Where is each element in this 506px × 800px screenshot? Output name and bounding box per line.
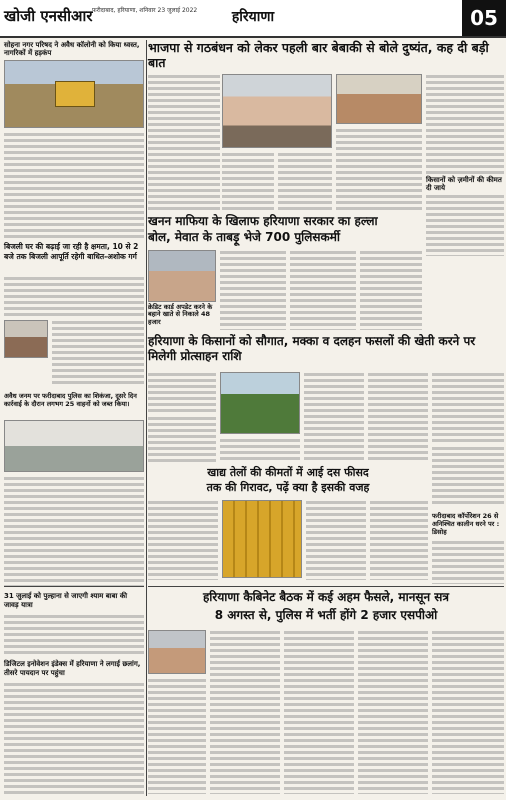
body-farmers-land xyxy=(426,194,504,256)
body-mining-2 xyxy=(290,250,356,330)
headline-cabinet-b: 8 अगस्त से, पुलिस में भर्ती होंगे 2 हजार एसपीओ xyxy=(214,608,438,622)
body-dushyant-1 xyxy=(148,74,220,212)
body-police xyxy=(4,476,144,586)
headline-corporation: फरीदाबाद कॉर्पोरेशन 26 से अनिश्चित कालीन धरने पर : डिसोह xyxy=(432,512,500,536)
dateline: फरीदाबाद, हरियाणा, शनिवार 23 जुलाई 2022 xyxy=(92,7,198,14)
headline-sohna: सोहना नगर परिषद ने अवैध कॉलोनी को किया ध्वस्त, नागरिकों में हड़कंप xyxy=(4,41,140,58)
body-farmers-3 xyxy=(432,372,504,442)
body-electricity-2 xyxy=(52,320,144,384)
body-digital-index xyxy=(4,682,144,794)
body-corporation xyxy=(432,540,504,584)
headline-yatra: 31 जुलाई को पुल्हाना से जाएगी श्याम बाबा की जावड़ यात्रा xyxy=(4,592,128,609)
body-yatra xyxy=(4,614,144,654)
dushyant-photo xyxy=(222,74,332,148)
demolition-photo xyxy=(4,60,144,128)
body-right-col xyxy=(426,74,504,174)
headline-credit-card: क्रेडिट कार्ड अपडेट करने के बहाने खाते से निकाले 48 हजार xyxy=(148,303,213,326)
official-photo xyxy=(4,320,48,358)
group-photo xyxy=(336,74,422,124)
body-farmers-1 xyxy=(304,372,364,462)
newspaper-logo: खोजी एनसीआर xyxy=(4,7,93,25)
headline-dushyant: भाजपा से गठबंधन को लेकर पहली बार बेबाकी से बोले दुष्यंत, कह दी बड़ी बात xyxy=(148,40,489,70)
body-farmers-2 xyxy=(368,372,428,462)
section-divider xyxy=(148,586,504,587)
headline-electricity: बिजली घर की बढ़ाई जा रही है क्षमता, 10 से 2 बजे तक बिजली आपूर्ति रहेगी बाधित-अशोक गर्ग xyxy=(4,242,139,261)
section-title: हरियाणा xyxy=(231,9,275,25)
body-dushyant-4 xyxy=(336,128,422,212)
body-oil-2 xyxy=(306,500,366,580)
body-cabinet-1 xyxy=(148,678,206,794)
page-number: 05 xyxy=(462,0,506,36)
body-electricity xyxy=(4,276,144,316)
body-credit-card xyxy=(148,372,216,412)
body-farmers-caption xyxy=(220,438,300,462)
body-oil-1 xyxy=(148,500,218,580)
masthead xyxy=(0,0,506,38)
oil-bottles-photo xyxy=(222,500,302,578)
body-cabinet-3 xyxy=(284,630,354,794)
headline-farmers-land: किसानों को ज़मीनों की कीमत दी जाये xyxy=(426,176,502,193)
headline-cabinet-a: हरियाणा कैबिनेट बैठक में कई अहम फैसले, मानसून सत्र xyxy=(202,590,450,604)
headline-oil-a: खाद्य तेलों की कीमतों में आई दस फीसद xyxy=(207,466,369,479)
headline-police-vehicles: अवैध जनम पर फरीदाबाद पुलिस का शिकंजा, दूसरे दिन कार्रवाई के दौरान लगभग 25 वाहनों को जब्त किया। xyxy=(4,392,137,408)
body-oil-3 xyxy=(370,500,428,580)
headline-oil-b: तक की गिरावट, पढ़ें क्या है इसकी वजह xyxy=(206,481,370,494)
headline-mining-a: खनन माफिया के खिलाफ हरियाणा सरकार का हल्ला xyxy=(148,214,378,228)
column-rule xyxy=(146,40,147,796)
crop-field-photo xyxy=(220,372,300,434)
body-sohna xyxy=(4,132,144,238)
section-divider xyxy=(4,586,144,587)
bulldozer-shape xyxy=(55,81,95,107)
body-farmers-4 xyxy=(432,446,504,506)
body-credit-card-2 xyxy=(148,416,216,462)
body-mining-3 xyxy=(360,250,422,330)
body-dushyant-3 xyxy=(278,152,332,212)
headline-mining-b: बोल, मेवात के ताबड़ू भेजे 700 पुलिसकर्मी xyxy=(148,230,341,244)
headline-farmers-incentive: हरियाणा के किसानों को सौगात, मक्का व दलहन फसलों की खेती करने पर मिलेगी प्रोत्साहन राशि xyxy=(148,334,476,363)
headline-digital-index: डिजिटल इनोवेशन इंडेक्स में हरियाणा ने लगाई छलांग, तीसरे पायदान पर पहुंचा xyxy=(4,660,141,677)
body-cabinet-2 xyxy=(210,630,280,794)
body-dushyant-2 xyxy=(222,152,274,212)
body-cabinet-4 xyxy=(358,630,428,794)
cm-photo xyxy=(148,250,216,302)
police-photo xyxy=(4,420,144,472)
cabinet-photo xyxy=(148,630,206,674)
body-mining-1 xyxy=(220,250,286,330)
body-cabinet-5 xyxy=(432,630,504,794)
